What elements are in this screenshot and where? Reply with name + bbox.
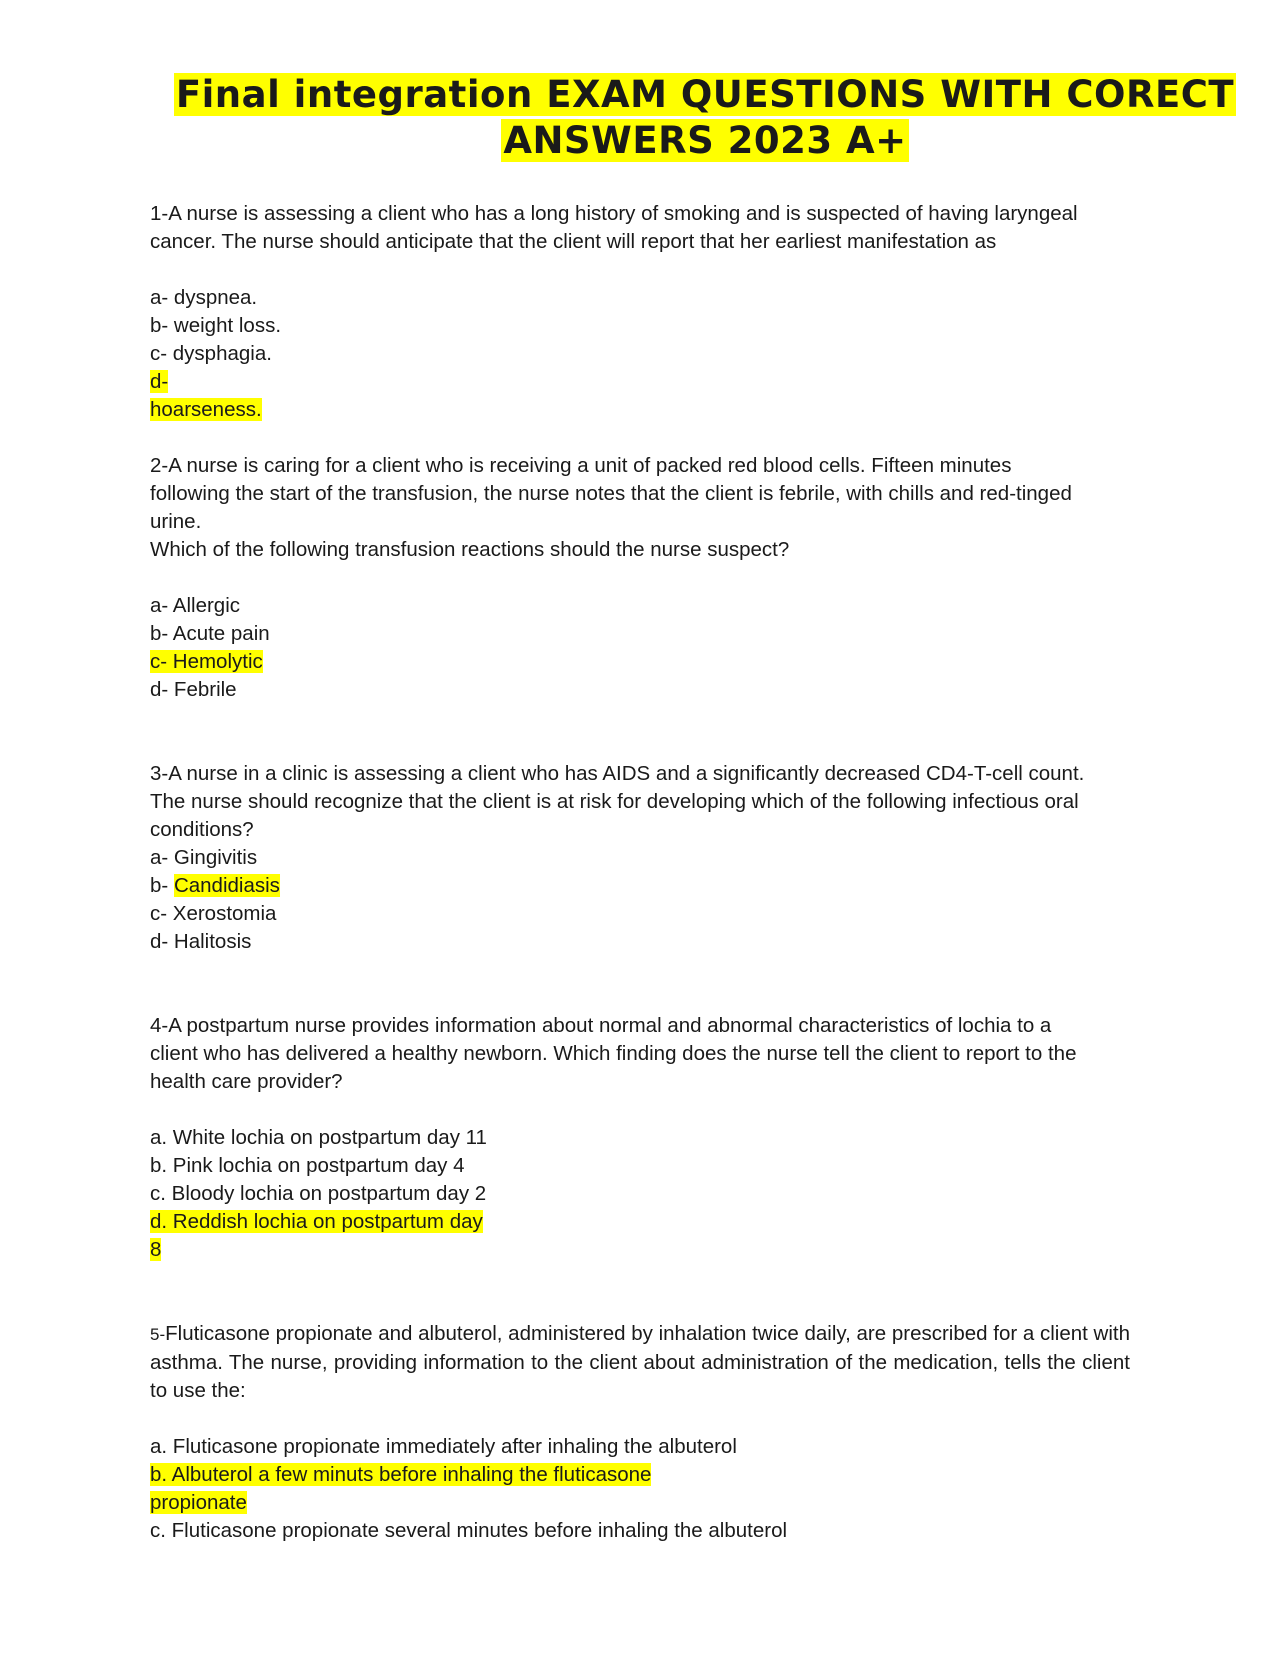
question-stem: 1-A nurse is assessing a client who has a long history of smoking and is suspected of having laryngeal bbox=[150, 202, 1078, 225]
answer-option: c- dysphagia. bbox=[150, 342, 272, 365]
answer-option: a. Fluticasone propionate immediately after inhaling the albuterol bbox=[150, 1435, 737, 1458]
question-stem: client who has delivered a healthy newborn. Which finding does the nurse tell the client to report to the bbox=[150, 1042, 1077, 1065]
answer-option: a- dyspnea. bbox=[150, 286, 258, 309]
answer-option: c. Bloody lochia on postpartum day 2 bbox=[150, 1182, 487, 1205]
answer-option: b. Pink lochia on postpartum day 4 bbox=[150, 1154, 465, 1177]
correct-answer-option: d- bbox=[150, 370, 169, 393]
title-line-1: Final integration EXAM QUESTIONS WITH CORECT bbox=[175, 73, 1235, 116]
question-2 bbox=[150, 452, 1130, 704]
question-4 bbox=[150, 1012, 1130, 1264]
answer-option: d- Febrile bbox=[150, 678, 237, 701]
answer-option: c- Xerostomia bbox=[150, 902, 277, 925]
answer-option: b- weight loss. bbox=[150, 314, 282, 337]
correct-answer-option: b. Albuterol a few minuts before inhaling the fluticasone bbox=[150, 1463, 652, 1486]
question-stem: urine. bbox=[150, 510, 202, 533]
question-5 bbox=[150, 1320, 1130, 1545]
question-stem: 2-A nurse is caring for a client who is receiving a unit of packed red blood cells. Fifteen minutes bbox=[150, 454, 1012, 477]
correct-answer-option: d. Reddish lochia on postpartum day bbox=[150, 1210, 483, 1233]
correct-answer-option: 8 bbox=[150, 1238, 162, 1261]
question-stem: The nurse should recognize that the client is at risk for developing which of the following infectious oral bbox=[150, 790, 1079, 813]
question-number: 5- bbox=[150, 1325, 166, 1344]
question-stem: conditions? bbox=[150, 818, 254, 841]
answer-option bbox=[150, 872, 1130, 900]
question-stem: cancer. The nurse should anticipate that the client will report that her earliest manifestation as bbox=[150, 230, 997, 253]
correct-answer-option: c- Hemolytic bbox=[150, 650, 263, 673]
question-stem: Which of the following transfusion reactions should the nurse suspect? bbox=[150, 538, 790, 561]
document-title bbox=[160, 72, 1250, 164]
question-stem: health care provider? bbox=[150, 1070, 343, 1093]
question-stem-text: Fluticasone propionate and albuterol, administered by inhalation twice daily, are prescribed for a client with asthma. The nurse, providing information to the client about administration of the medication, tells the client to use the: bbox=[150, 1322, 1130, 1402]
answer-option: a- Gingivitis bbox=[150, 846, 258, 869]
question-stem bbox=[150, 1320, 1130, 1405]
answer-option: d- Halitosis bbox=[150, 930, 252, 953]
correct-answer-option: propionate bbox=[150, 1491, 247, 1514]
correct-answer-option: Candidiasis bbox=[173, 874, 280, 897]
correct-answer-option: hoarseness. bbox=[150, 398, 262, 421]
question-stem: 4-A postpartum nurse provides information about normal and abnormal characteristics of lochia to a bbox=[150, 1014, 1052, 1037]
question-stem: following the start of the transfusion, the nurse notes that the client is febrile, with chills and red-tinged bbox=[150, 482, 1072, 505]
answer-option: a- Allergic bbox=[150, 594, 241, 617]
option-letter: b- bbox=[150, 874, 169, 897]
document-body bbox=[150, 200, 1130, 1545]
answer-option: c. Fluticasone propionate several minutes before inhaling the albuterol bbox=[150, 1519, 788, 1542]
question-1 bbox=[150, 200, 1130, 424]
question-stem: 3-A nurse in a clinic is assessing a client who has AIDS and a significantly decreased CD4-T-cell count. bbox=[150, 762, 1085, 785]
answer-option: b- Acute pain bbox=[150, 622, 270, 645]
answer-option: a. White lochia on postpartum day 11 bbox=[150, 1126, 487, 1149]
title-line-2: ANSWERS 2023 A+ bbox=[503, 119, 907, 162]
question-3 bbox=[150, 760, 1130, 956]
